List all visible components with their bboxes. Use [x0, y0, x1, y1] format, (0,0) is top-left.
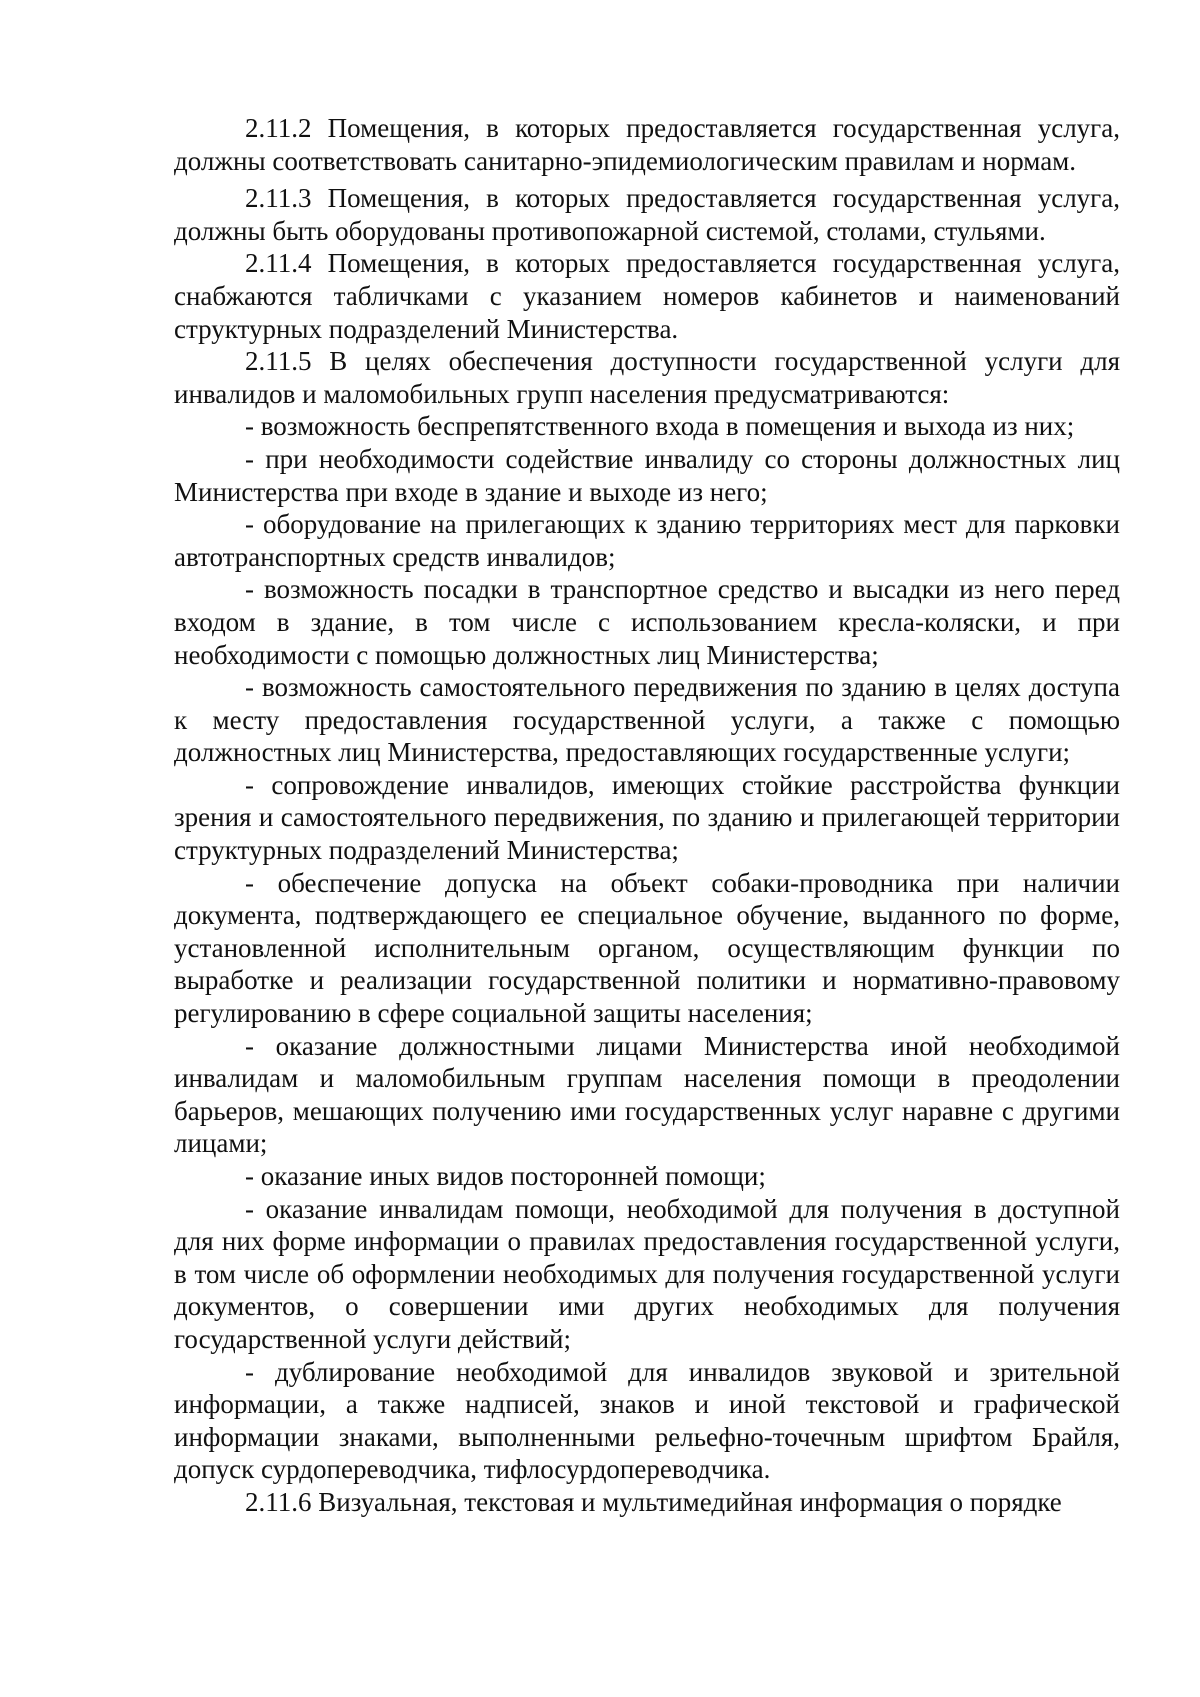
paragraph-2-11-4: 2.11.4 Помещения, в которых предоставляется государственная услуга, снабжаются табличками с указанием номеров кабинетов и наименований структурных подразделений Министерства. [174, 248, 1120, 344]
list-item-parking: - оборудование на прилегающих к зданию территориях мест для парковки автотранспортных средств инвалидов; [174, 509, 1120, 572]
paragraph-2-11-2: 2.11.2 Помещения, в которых предоставляется государственная услуга, должны соответствовать санитарно-эпидемиологическим правилам и нормам. [174, 113, 1120, 176]
list-item-boarding: - возможность посадки в транспортное средство и высадки из него перед входом в здание, в том числе с использованием кресла-коляски, и при необходимости с помощью должностных лиц Министерства; [174, 574, 1120, 670]
list-item-information-help: - оказание инвалидам помощи, необходимой для получения в доступной для них форме информации о правилах предоставления государственной услуги, в том числе об оформлении необходимых для получения государственной услуги документов, о совершении ими других необходимых для получения государственной услуги действий; [174, 1193, 1120, 1354]
list-item-braille: - дублирование необходимой для инвалидов звуковой и зрительной информации, а также надписей, знаков и иной текстовой и графической информации знаками, выполненными рельефно-точечным шрифтом Брайля, допуск сурдопереводчика, тифлосурдопереводчика. [174, 1356, 1120, 1485]
list-item-other-help: - оказание иных видов посторонней помощи; [245, 1161, 766, 1191]
document-page [174, 112, 1120, 1519]
list-item-assistance: - при необходимости содействие инвалиду со стороны должностных лиц Министерства при входе в здание и выходе из него; [174, 443, 1120, 507]
list-item-movement: - возможность самостоятельного передвижения по зданию в целях доступа к месту предоставления государственной услуги, а также с помощью должностных лиц Министерства, предоставляющих государственные услуги; [174, 672, 1120, 768]
list-item-barriers: - оказание должностными лицами Министерства иной необходимой инвалидам и маломобильным группам населения помощи в преодолении барьеров, мешающих получению ими государственных услуг наравне с другими лицами; [174, 1030, 1120, 1159]
list-item-escort: - сопровождение инвалидов, имеющих стойкие расстройства функции зрения и самостоятельного передвижения, по зданию и прилегающей территории структурных подразделений Министерства; [174, 769, 1120, 866]
list-item-guide-dog: - обеспечение допуска на объект собаки-проводника при наличии документа, подтверждающего ее специальное обучение, выданного по форме, установленной исполнительным органом, осуществляющим функции по выработке и реализации государственной политики и нормативно-правовому регулированию в сфере социальной защиты населения; [174, 867, 1120, 1029]
paragraph-2-11-3: 2.11.3 Помещения, в которых предоставляется государственная услуга, должны быть оборудованы противопожарной системой, столами, стульями. [174, 183, 1120, 246]
list-item-entrance: - возможность беспрепятственного входа в помещения и выхода из них; [245, 411, 1075, 442]
paragraph-2-11-6: 2.11.6 Визуальная, текстовая и мультимедийная информация о порядке [245, 1486, 1062, 1517]
paragraph-2-11-5: 2.11.5 В целях обеспечения доступности государственной услуги для инвалидов и маломобильных групп населения предусматриваются: [174, 346, 1120, 409]
